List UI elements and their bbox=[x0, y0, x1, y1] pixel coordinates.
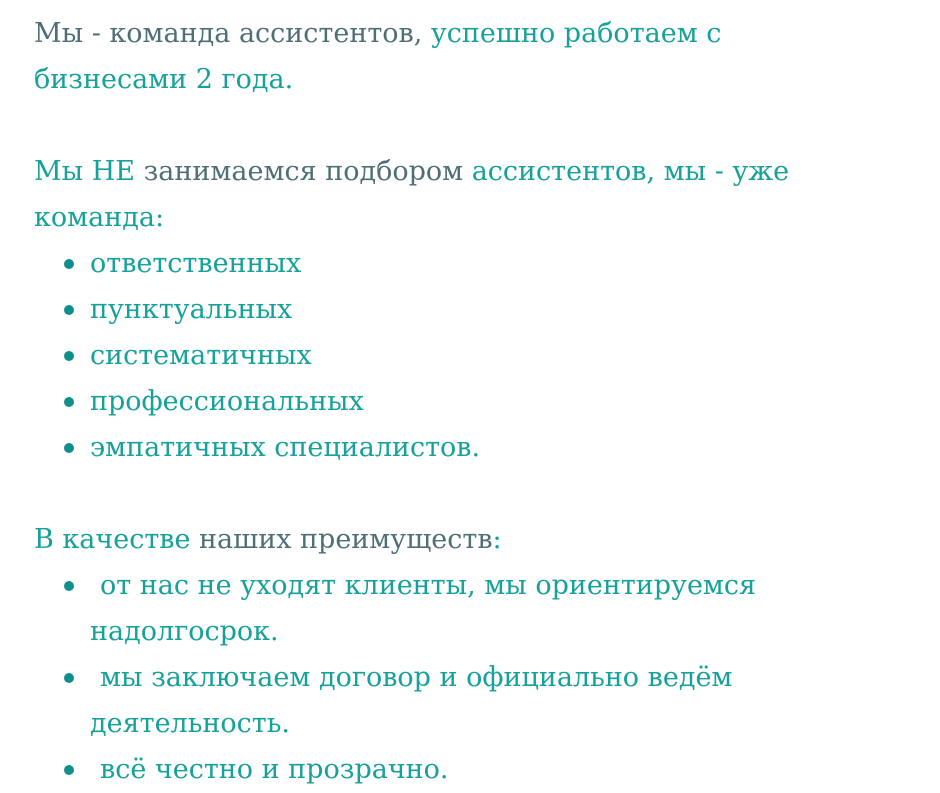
bullet-icon bbox=[64, 397, 74, 407]
not-recruiting-paragraph bbox=[34, 149, 914, 241]
bullet-icon bbox=[64, 351, 74, 361]
quality-text: эмпатичных специалистов. bbox=[90, 432, 481, 463]
bullet-icon bbox=[64, 673, 74, 683]
bullet-icon bbox=[64, 443, 74, 453]
not-part-2: занимаемся подбором bbox=[143, 156, 464, 187]
text-content bbox=[34, 11, 914, 793]
advantages-heading bbox=[34, 517, 914, 563]
quality-text: пунктуальных bbox=[90, 294, 293, 325]
intro-part-1: Мы - команда ассистентов, bbox=[34, 18, 423, 49]
advantages-heading-part-2: наших преимуществ bbox=[199, 524, 493, 555]
bullet-icon bbox=[64, 259, 74, 269]
list-item bbox=[90, 563, 914, 655]
intro-line-2: бизнесами 2 года. bbox=[34, 64, 294, 95]
bullet-icon bbox=[64, 581, 74, 591]
bullet-icon bbox=[64, 305, 74, 315]
list-item bbox=[90, 241, 914, 287]
list-item bbox=[90, 333, 914, 379]
bullet-icon bbox=[64, 765, 74, 775]
intro-part-2: успешно работаем с bbox=[422, 18, 722, 49]
list-item bbox=[90, 379, 914, 425]
advantage-line-2: надолгосрок. bbox=[90, 616, 279, 647]
intro-paragraph bbox=[34, 11, 914, 103]
quality-text: систематичных bbox=[90, 340, 312, 371]
advantage-line-2: деятельность. bbox=[90, 708, 290, 739]
quality-text: ответственных bbox=[90, 248, 302, 279]
qualities-list bbox=[34, 241, 914, 471]
advantages-heading-part-1: В качестве bbox=[34, 524, 200, 555]
advantages-list bbox=[34, 563, 914, 793]
list-item bbox=[90, 655, 914, 747]
quality-text: профессиональных bbox=[90, 386, 364, 417]
not-part-1: Мы НЕ bbox=[34, 156, 144, 187]
not-line-2: команда: bbox=[34, 202, 165, 233]
advantages-heading-part-3: : bbox=[492, 524, 502, 555]
paragraph-spacer bbox=[34, 103, 914, 149]
advantage-line-1: всё честно и прозрачно. bbox=[100, 754, 449, 785]
list-item bbox=[90, 747, 914, 793]
advantage-line-1: мы заключаем договор и официально ведём bbox=[100, 662, 733, 693]
advantage-line-1: от нас не уходят клиенты, мы ориентируемся bbox=[100, 570, 757, 601]
not-part-3: ассистентов, мы - уже bbox=[463, 156, 790, 187]
list-item bbox=[90, 287, 914, 333]
paragraph-spacer bbox=[34, 471, 914, 517]
list-item bbox=[90, 425, 914, 471]
